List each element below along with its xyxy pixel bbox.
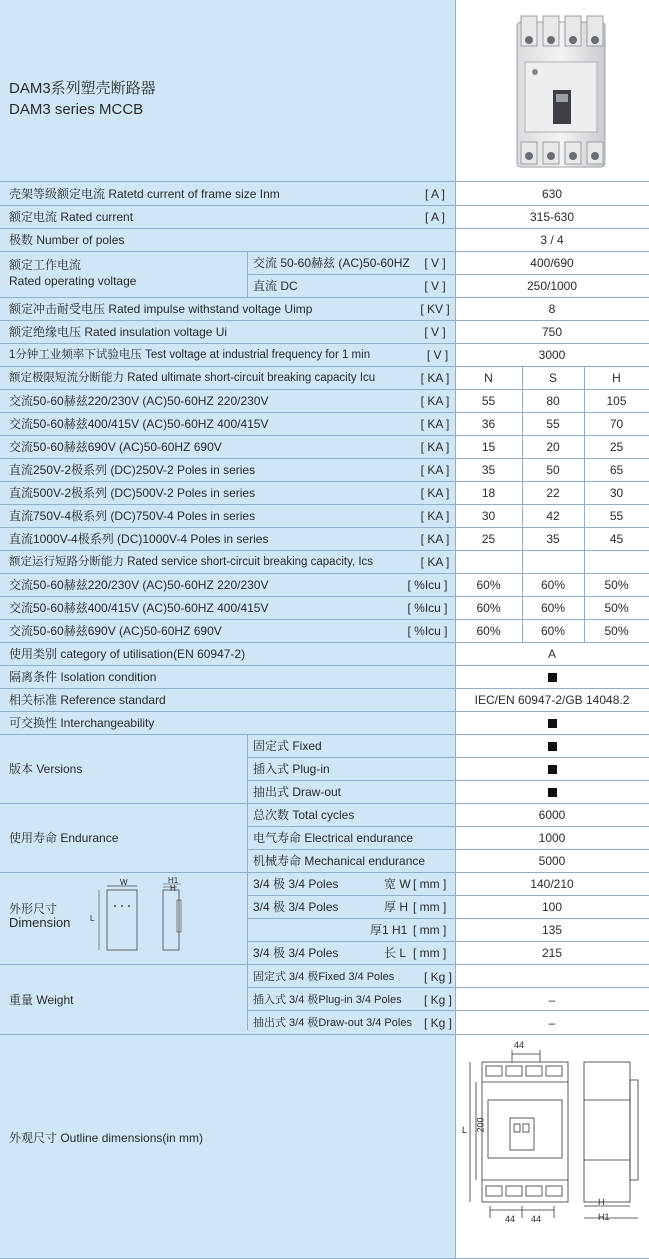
category-value: A [547,647,556,661]
icu-row-unit: [ KA ] [420,486,450,500]
icu-row-s: 80 [546,394,560,408]
dim-row-value: 100 [541,900,563,914]
versions-label: 版本 Versions [9,762,83,776]
weight-item-value: – [548,993,556,1007]
test-voltage-unit: [ V ] [426,348,449,362]
test-voltage-value: 3000 [538,348,566,362]
ics-row-h: 50% [604,624,629,638]
icu-row-s: 50 [546,463,560,477]
ics-row-s: 60% [540,578,566,592]
dim-row-right: 长 L [384,946,407,960]
dimension-drawing [85,878,195,958]
rated-current-value: 315-630 [529,210,575,224]
ui-value: 750 [541,325,563,339]
ics-row-h: 50% [604,601,629,615]
weight-item-label: 抽出式 3/4 极Draw-out 3/4 Poles [253,1017,412,1029]
icu-row-unit: [ KA ] [420,509,450,523]
icu-row-n: 30 [481,509,496,523]
outline-dim-bottom-b: 44 [531,1214,542,1224]
isolation-mark [455,671,649,685]
icu-row-n: 15 [481,440,496,454]
outline-label: 外观尺寸 Outline dimensions(in mm) [9,1131,204,1145]
icu-row-h: 70 [609,417,624,431]
icu-row-h: 25 [609,440,624,454]
dim-row-left: 3/4 极 3/4 Poles [253,900,339,914]
icu-row-label: 交流50-60赫兹690V (AC)50-60HZ 690V [9,440,222,454]
icu-row-s: 20 [546,440,560,454]
endurance-item-label: 机械寿命 Mechanical endurance [253,854,426,868]
dim-row-value: 215 [541,946,563,960]
outline-dim-top: 44 [514,1040,525,1050]
rov-ac-label: 交流 50-60赫兹 (AC)50-60HZ [253,256,410,270]
dim-row-value: 135 [541,923,563,937]
icu-row-unit: [ KA ] [420,394,450,408]
endurance-item-value: 5000 [538,854,566,868]
endurance-label: 使用寿命 Endurance [9,831,119,845]
outline-dim-l: L [462,1125,468,1135]
category-label: 使用类别 category of utilisation(EN 60947-2) [9,647,246,661]
frame-current-value: 630 [541,187,563,201]
weight-item-unit: [ Kg ] [423,970,452,984]
endurance-item-value: 1000 [538,831,566,845]
icu-row-unit: [ KA ] [420,417,450,431]
test-voltage-label: 1分钟工业频率下试验电压 Test voltage at industrial frequency for 1 min [9,349,371,361]
reference-label: 相关标准 Reference standard [9,693,166,707]
endurance-item-label: 电气寿命 Electrical endurance [253,831,414,845]
dim-row-right: 厚 H [384,900,409,914]
dim-row-right: 厚1 H1 [370,923,408,937]
ics-row-n: 60% [476,601,501,615]
version-mark [455,763,649,777]
dimension-label-cn: 外形尺寸 [9,902,58,916]
dim-row-unit: [ mm ] [413,877,447,891]
ics-row-unit: [ %Icu ] [407,578,448,592]
frame-current-label: 壳架等级额定电流 Ratetd current of frame size Inm [9,187,280,201]
rov-ac-unit: [ V ] [424,256,446,270]
endurance-item-value: 6000 [538,808,566,822]
icu-row-h: 105 [606,394,627,408]
ics-row-n: 60% [476,624,501,638]
outline-dim-h1: H1 [598,1212,610,1222]
icu-row-s: 35 [546,532,560,546]
ui-unit: [ V ] [424,325,446,339]
icu-row-n: 55 [481,394,496,408]
version-mark [455,786,649,800]
title-en: DAM3 series MCCB [9,101,144,118]
weight-label: 重量 Weight [9,993,74,1007]
rov-ac-value: 400/690 [530,256,574,270]
icu-row-s: 55 [546,417,560,431]
version-item: 固定式 Fixed [253,739,322,753]
weight-item-label: 插入式 3/4 极Plug-in 3/4 Poles [253,994,402,1006]
version-mark [455,740,649,754]
outline-dim-200: 200 [475,1117,486,1133]
title-cn: DAM3系列塑壳断路器 [9,80,156,97]
icu-header-unit: [ KA ] [420,371,450,385]
drawing-l-label: L [90,914,95,923]
version-item: 抽出式 Draw-out [253,785,342,799]
uimp-label: 额定冲击耐受电压 Rated impulse withstand voltage Uimp [9,302,313,316]
icu-row-h: 65 [609,463,624,477]
drawing-h-label: H [170,884,176,893]
rated-current-label: 额定电流 Rated current [9,210,134,224]
dim-row-unit: [ mm ] [413,923,447,937]
ics-row-label: 交流50-60赫兹220/230V (AC)50-60HZ 220/230V [9,578,269,592]
outline-drawing [460,1040,645,1225]
icu-col-h: H [612,371,621,385]
weight-item-unit: [ Kg ] [423,1016,452,1030]
ics-row-unit: [ %Icu ] [407,624,448,638]
icu-row-label: 交流50-60赫兹220/230V (AC)50-60HZ 220/230V [9,394,269,408]
dim-row-unit: [ mm ] [413,946,447,960]
dim-row-value: 140/210 [530,877,574,891]
icu-row-s: 22 [546,486,560,500]
poles-label: 极数 Number of poles [9,233,125,247]
ics-row-unit: [ %Icu ] [407,601,448,615]
rated-current-unit: [ A ] [424,210,445,224]
icu-row-unit: [ KA ] [420,463,450,477]
icu-row-label: 直流500V-2极系列 (DC)500V-2 Poles in series [9,486,256,500]
icu-row-h: 45 [609,532,624,546]
reference-value: IEC/EN 60947-2/GB 14048.2 [474,693,630,707]
icu-row-label: 直流250V-2极系列 (DC)250V-2 Poles in series [9,463,256,477]
drawing-w-label: W [120,878,128,887]
uimp-value: 8 [548,302,556,316]
frame-current-unit: [ A ] [424,187,445,201]
rov-dc-value: 250/1000 [526,279,578,293]
drawing-h1-label: H1 [168,876,179,885]
rov-label-cn: 额定工作电流 [9,258,82,272]
icu-row-n: 25 [481,532,496,546]
icu-row-s: 42 [546,509,560,523]
icu-row-n: 18 [481,486,496,500]
poles-value: 3 / 4 [540,233,564,247]
icu-col-s: S [548,371,557,385]
ics-row-s: 60% [540,624,566,638]
icu-row-h: 55 [609,509,624,523]
endurance-item-label: 总次数 Total cycles [253,808,355,822]
icu-row-n: 35 [481,463,496,477]
icu-row-unit: [ KA ] [420,532,450,546]
isolation-label: 隔离条件 Isolation condition [9,670,157,684]
dim-row-unit: [ mm ] [413,900,447,914]
dim-row-right: 宽 W [384,877,411,891]
dim-row-left: 3/4 极 3/4 Poles [253,946,339,960]
icu-col-n: N [484,371,493,385]
icu-row-n: 36 [481,417,496,431]
icu-row-label: 交流50-60赫兹400/415V (AC)50-60HZ 400/415V [9,417,269,431]
rov-label-en: Rated operating voltage [9,274,137,288]
ics-row-h: 50% [604,578,629,592]
uimp-unit: [ KV ] [420,302,450,316]
product-photo [505,12,615,174]
icu-row-label: 直流1000V-4极系列 (DC)1000V-4 Poles in series [9,532,269,546]
ics-header-unit: [ KA ] [420,555,450,569]
interchange-mark [455,717,649,731]
outline-dim-h: H [598,1197,605,1207]
ics-row-label: 交流50-60赫兹400/415V (AC)50-60HZ 400/415V [9,601,269,615]
icu-row-h: 30 [609,486,624,500]
ics-header-label: 额定运行短路分断能力 Rated service short-circuit breaking capacity, Ics [9,556,374,568]
weight-item-label: 固定式 3/4 极Fixed 3/4 Poles [253,971,395,983]
weight-item-value: – [548,1016,556,1030]
outline-dim-bottom-a: 44 [505,1214,516,1224]
interchange-label: 可交换性 Interchangeability [9,716,155,730]
rov-dc-label: 直流 DC [253,279,298,293]
ui-label: 额定绝缘电压 Rated insulation voltage Ui [9,325,228,339]
ics-row-n: 60% [476,578,501,592]
icu-row-unit: [ KA ] [420,440,450,454]
dimension-label-en: Dimension [9,915,71,930]
weight-item-unit: [ Kg ] [423,993,452,1007]
dim-row-left: 3/4 极 3/4 Poles [253,877,339,891]
icu-header-label: 额定极限短流分断能力 Rated ultimate short-circuit breaking capacity Icu [9,372,376,384]
icu-row-label: 直流750V-4极系列 (DC)750V-4 Poles in series [9,509,256,523]
ics-row-s: 60% [540,601,566,615]
ics-row-label: 交流50-60赫兹690V (AC)50-60HZ 690V [9,624,222,638]
version-item: 插入式 Plug-in [253,762,330,776]
rov-dc-unit: [ V ] [424,279,446,293]
